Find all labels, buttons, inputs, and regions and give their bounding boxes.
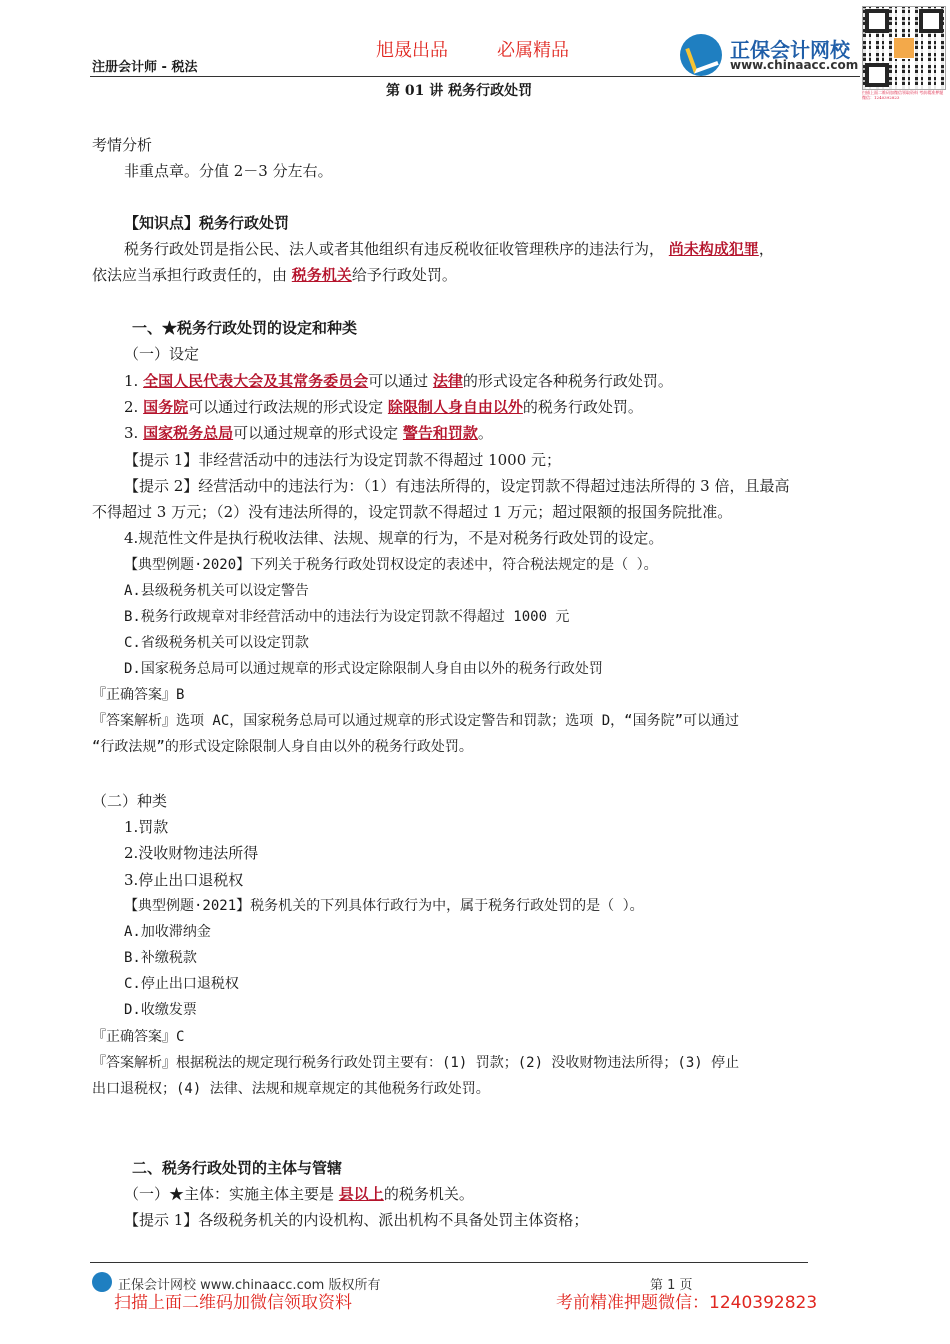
footer-divider — [90, 1262, 808, 1263]
option-c: C.停止出口退税权 — [124, 976, 239, 992]
answer-explanation: 出口退税权；(4) 法律、法规和规章规定的其他税务行政处罚。 — [92, 1081, 490, 1097]
section-heading: 二、税务行政处罚的主体与管辖 — [132, 1159, 343, 1177]
body-text: 税务行政处罚是指公民、法人或者其他组织有违反税收征收管理秩序的违法行为， 尚未构成犯罪， — [124, 240, 774, 258]
list-item: 1. 全国人民代表大会及其常务委员会可以通过 法律的形式设定各种税务行政处罚。 — [124, 372, 673, 390]
header-brand-right: 必属精品 — [497, 40, 569, 61]
correct-answer: 『正确答案』B — [92, 687, 185, 703]
header-brand-left: 旭晟出品 — [376, 40, 448, 61]
section-heading: 一、★税务行政处罚的设定和种类 — [132, 319, 358, 337]
option-d: D.收缴发票 — [124, 1002, 197, 1018]
logo-title: 正保会计网校 — [730, 38, 850, 62]
qr-caption: 扫描上面二维码加微信领取资料 考前精准押题微信：1240392823 — [862, 90, 944, 100]
option-a: A.加收滞纳金 — [124, 924, 211, 940]
option-a: A.县级税务机关可以设定警告 — [124, 583, 309, 599]
footer-promo-left: 扫描上面二维码加微信领取资料 — [114, 1293, 352, 1313]
logo-url: www.chinaacc.com — [730, 58, 859, 72]
header-divider — [90, 76, 860, 77]
section-label: 考情分析 — [92, 136, 153, 154]
answer-explanation: 『答案解析』根据税法的规定现行税务行政处罚主要有：(1) 罚款；(2) 没收财物违法所得；(3) 停止 — [92, 1055, 740, 1071]
list-item: 3. 国家税务总局可以通过规章的形式设定 警告和罚款。 — [124, 424, 493, 442]
body-text: （一）★主体：实施主体主要是 县以上的税务机关。 — [124, 1185, 474, 1203]
tip-text: 不得超过 3 万元；（2）没有违法所得的，设定罚款不得超过 1 万元；超过限额的报国务院批准。 — [92, 503, 733, 521]
example-question: 【典型例题·2021】税务机关的下列具体行政行为中，属于税务行政处罚的是（ ）。 — [124, 898, 644, 914]
subsection-heading: （二）种类 — [92, 792, 168, 810]
list-item: 2. 国务院可以通过行政法规的形式设定 除限制人身自由以外的税务行政处罚。 — [124, 398, 643, 416]
example-question: 【典型例题·2020】下列关于税务行政处罚权设定的表述中，符合税法规定的是（ ）。 — [124, 557, 658, 573]
footer-promo-right: 考前精准押题微信：1240392823 — [556, 1293, 818, 1313]
page-title: 第 01 讲 税务行政处罚 — [386, 83, 533, 99]
knowledge-heading: 【知识点】税务行政处罚 — [124, 214, 290, 232]
list-item: 1.罚款 — [124, 818, 169, 836]
list-item: 2.没收财物违法所得 — [124, 844, 259, 862]
tip-text: 【提示 1】非经营活动中的违法行为设定罚款不得超过 1000 元； — [124, 451, 562, 469]
footer-copyright: 正保会计网校 www.chinaacc.com 版权所有 — [118, 1278, 381, 1293]
chinaacc-logo-icon — [680, 34, 722, 76]
answer-explanation: 『答案解析』选项 AC，国家税务总局可以通过规章的形式设定警告和罚款；选项 D，“国务院”可以通过 — [92, 713, 739, 729]
qr-code-icon — [862, 6, 946, 90]
body-text: 4.规范性文件是执行税收法律、法规、规章的行为，不是对税务行政处罚的设定。 — [124, 529, 664, 547]
body-text: 依法应当承担行政责任的，由 税务机关给予行政处罚。 — [92, 266, 457, 284]
answer-explanation: “行政法规”的形式设定除限制人身自由以外的税务行政处罚。 — [92, 739, 473, 755]
body-text: 非重点章。分值 2－3 分左右。 — [124, 162, 333, 180]
course-name: 注册会计师 - 税法 — [92, 60, 198, 75]
correct-answer: 『正确答案』C — [92, 1029, 185, 1045]
subsection-heading: （一）设定 — [124, 345, 200, 363]
tip-text: 【提示 2】经营活动中的违法行为：（1）有违法所得的，设定罚款不得超过违法所得的 3 倍，且最高 — [124, 477, 790, 495]
option-b: B.税务行政规章对非经营活动中的违法行为设定罚款不得超过 1000 元 — [124, 609, 570, 625]
footer-logo-icon — [92, 1272, 112, 1292]
option-b: B.补缴税款 — [124, 950, 197, 966]
tip-text: 【提示 1】各级税务机关的内设机构、派出机构不具备处罚主体资格； — [124, 1211, 589, 1229]
footer-page-number: 第 1 页 — [650, 1278, 693, 1293]
list-item: 3.停止出口退税权 — [124, 871, 244, 889]
option-c: C.省级税务机关可以设定罚款 — [124, 635, 309, 651]
option-d: D.国家税务总局可以通过规章的形式设定除限制人身自由以外的税务行政处罚 — [124, 661, 603, 677]
